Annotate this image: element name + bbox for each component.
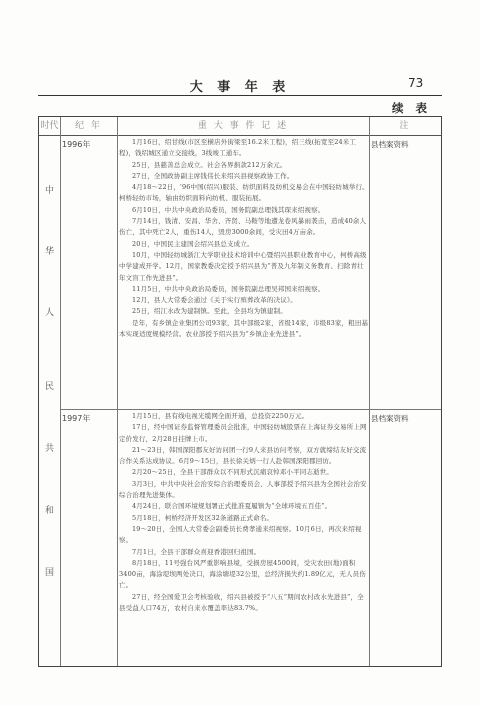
column-header-events: 重 大 事 件 记 述: [197, 121, 289, 131]
event-entry: 1月15日，县有线电视光缆网全面开通，总投资2250万元。: [132, 412, 309, 420]
event-entry: 1月16日，绍甘线(市区至横店外街梁至16.2米工程)，绍三线(拓宽至24米工程)，钱绍城区通立交接线，3线竣工通车。: [119, 138, 357, 158]
event-entry: 8月18日，11号强台风严重影响县境，受损房屋4500间，受灾农田(地)面积3400亩，海涂堤坝两处决口，海涂塘堤32公里，总经济损失约1.89亿元，无人员伤亡。: [119, 558, 366, 590]
event-entry: 11月5日，中共中央政治局委员，国务院副总理吴邦国来绍视察。: [132, 284, 325, 293]
column-header-note: 注: [399, 121, 411, 131]
events-cell-1996: [119, 137, 369, 340]
era-char: 华: [44, 247, 54, 257]
column-header-era: 时代: [40, 121, 59, 131]
column-line: [117, 117, 118, 666]
era-char: 共: [44, 444, 54, 454]
event-entry: 3月3日，中共中央社会治安综合治理委员会、人事部授予绍兴县为全国社会治安综合治理先进集体。: [119, 479, 367, 500]
era-char: 人: [44, 308, 54, 318]
event-entry: 10月，中国轻纺城浙江大学职业技术培训中心暨绍兴县职业教育中心，柯桥高级中学建成开学。12月，国家教委决定授予绍兴县为“普及九年制义务教育、扫除青壮年文盲工作先进县”。: [119, 250, 367, 282]
header-rule: [38, 95, 442, 96]
chronology-table: [38, 116, 442, 667]
event-entry: 是年，有乡镇企业集团公司93家，其中部级2家，省级14家，市级83家，粗田基本实现适度规模经营。农业部授予绍兴县为“乡镇企业先进县”。: [119, 318, 369, 339]
header-row-rule: [39, 135, 441, 136]
event-entry: 21～23日，韩国深阳郡友好访问团一行9人来县访问考察，双方就缔结友好交流合作关系达成协议。6月9～15日，县长徐关炳一行人赴韩国深阳郡回访。: [119, 445, 367, 466]
event-entry: 4月18～22日，'96中国(绍兴)服装、纺织面料及纺机交易会在中国轻纺城举行。柯桥轻纺市场，轴由纺织面料向纺机、服装拓展。: [119, 183, 369, 203]
event-entry: 4月24日，联合国环境规划署正式批准夏履镇为“全球环境五百佳”。: [132, 502, 332, 511]
column-line: [60, 117, 61, 666]
event-entry: 7月1日，全县干部群众喜迎香港回归祖国。: [132, 547, 261, 556]
event-entry: 2月20～25日，全县干部群众以不同形式沉痛哀悼邓小平同志逝世。: [132, 468, 333, 477]
year-cell: 1997年: [62, 414, 91, 423]
note-cell: 县档案资料: [371, 140, 409, 149]
event-entry: 27日，经全国爱卫会考核验收，绍兴县被授予“八五”期间农村改水先进县”，全县受益人口74万，农村自来水覆盖率达83.7%。: [119, 592, 364, 613]
header-title: 大 事 年 表: [189, 80, 291, 95]
events-cell-1997: [119, 411, 369, 614]
event-entry: 17日，经中国证券监督管理委员会批准，中国轻纺城股票在上海证券交易所上网定价发行，2月28日挂牌上市。: [119, 423, 367, 443]
event-entry: 5月18日，柯桥经济开发区32条道路正式命名。: [132, 513, 274, 522]
event-entry: 20日，中国民主建国会绍兴县总支成立。: [132, 239, 254, 248]
era-char: 民: [44, 382, 54, 392]
page-number: 73: [408, 76, 424, 90]
era-char: 和: [44, 506, 54, 516]
column-line: [369, 117, 370, 666]
era-char: 国: [44, 568, 54, 578]
row-separator: [60, 409, 441, 410]
continued-label: 续 表: [392, 101, 432, 115]
event-entry: 25日，县慈善总会成立。社会各界捐款212万余元。: [132, 160, 287, 169]
event-entry: 19～20日，全国人大常委会副委员长费孝通来绍视察。10月6日，再次来绍视察。: [119, 524, 362, 545]
column-header-year: 纪 年: [75, 121, 102, 131]
event-entry: 27日，全国政协副主席钱伟长来绍兴县视察政协工作。: [132, 171, 294, 180]
event-entry: 6月10日，中共中央政治局委员，国务院副总理钱其琛来绍视察。: [132, 205, 325, 214]
era-char: 中: [44, 186, 54, 196]
event-entry: 12月，县人大常委会通过《关于实行殡葬改革的决议》。: [132, 296, 297, 305]
event-entry: 7月14日，钱清、安昌、华舍、齐贤、马鞍等地遭龙卷风暴雨袭击，造成40余人伤亡，其中死亡2人，重伤14人，毁房3000余间，受灾田4万亩余。: [119, 217, 367, 237]
year-cell: 1996年: [62, 140, 91, 149]
note-cell: 县档案资料: [371, 414, 409, 423]
event-entry: 25日，绍江水改为建制镇。至此，全县均为镇建制。: [132, 307, 287, 316]
